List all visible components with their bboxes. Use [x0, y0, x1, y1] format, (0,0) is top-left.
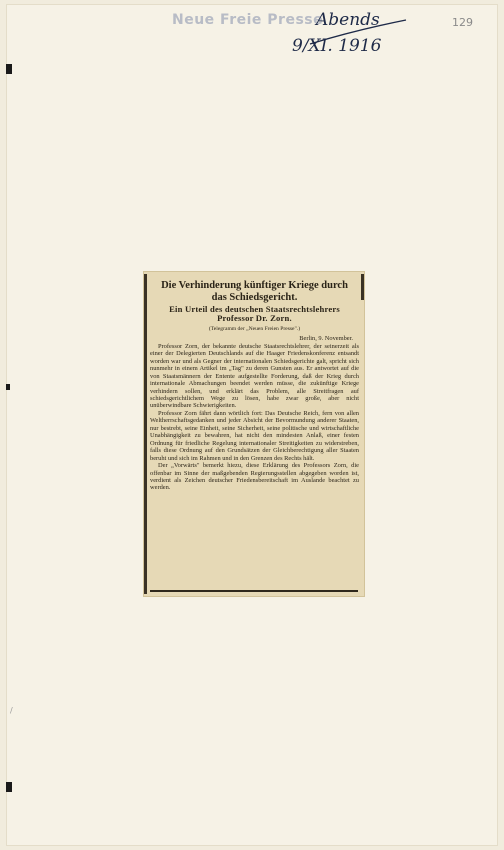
clipping-subhead: [150, 305, 359, 324]
subhead-line-1: Ein Urteil des deutschen Staatsrechtslehrers: [169, 304, 340, 314]
clipping-bottom-rule: [150, 590, 358, 592]
archive-sheet: [6, 4, 498, 846]
headline-line-2: das Schiedsgericht.: [211, 291, 298, 303]
pencil-tick: /: [10, 706, 13, 715]
binding-edge-mark: [6, 64, 12, 74]
pencil-page-number: 129: [452, 16, 473, 29]
clipping-headline: [150, 280, 359, 303]
handwritten-date: 9/XI. 1916: [292, 36, 382, 56]
handwritten-edition: Abends: [316, 10, 380, 30]
clipping-source: (Telegramm der „Neuen Freien Presse".): [208, 325, 301, 332]
clipping-dateline: Berlin, 9. November.: [299, 334, 353, 342]
newspaper-clipping: [144, 272, 364, 596]
article-paragraph: Der „Vorwärts" bemerkt hiezu, diese Erklärung des Professors Zorn, die offenbar im Sinne der maßgebenden Regierungsstellen abgegeben worden ist, verdient als Zeichen deutscher Friedensbereitschaft im Auslande beachtet zu werden.: [150, 462, 359, 492]
article-paragraph: Professor Zorn, der bekannte deutsche Staatsrechtslehrer, der seinerzeit als einer der Delegierten Deutschlands auf die Haager Friedenskonferenz entsandt worden war und als Gegner der internationalen Schiedsgerichte galt, spricht sich nunmehr in einem Artikel im „Tag" zu deren Gunsten aus. Er antwortet auf die von Staatsmännern der Entente aufgestellte Forderung, daß der Krieg durch internationale Abmachungen beendet werden müsse, die zukünftige Kriege verhindern sollen, und erklärt das Problem, alle Streitfragen auf schiedsgerichtlichem Wege zu lösen, habe zwar große, aber nicht unüberwindbare Schwierigkeiten.: [150, 342, 359, 410]
newspaper-stamp: Neue Freie Presse: [172, 12, 324, 28]
subhead-line-2: Professor Dr. Zorn.: [217, 313, 292, 324]
binding-edge-mark: [6, 384, 10, 390]
binding-edge-mark: [6, 782, 12, 792]
article-paragraph: Professor Zorn fährt dann wörtlich fort: Das Deutsche Reich, fern von allen Weltherrschaftsgedanken und jeder Absicht der Bevormundung anderer Staaten, nur bestrebt, seine Einheit, seine Sicherheit, seine politische und wirtschaftliche Unabhängigkeit zu bewahren, hat nicht den mindesten Anlaß, einer festen Ordnung für friedliche Regelung internationaler Streitigkeiten zu widerstreben, falls diese Ordnung auf den Grundsätzen der Gleichberechtigung aller Staaten beruht und sich im Rahmen und in den Grenzen des Rechts hält.: [150, 409, 359, 462]
headline-line-1: Die Verhinderung künftiger Kriege durch: [161, 280, 348, 291]
